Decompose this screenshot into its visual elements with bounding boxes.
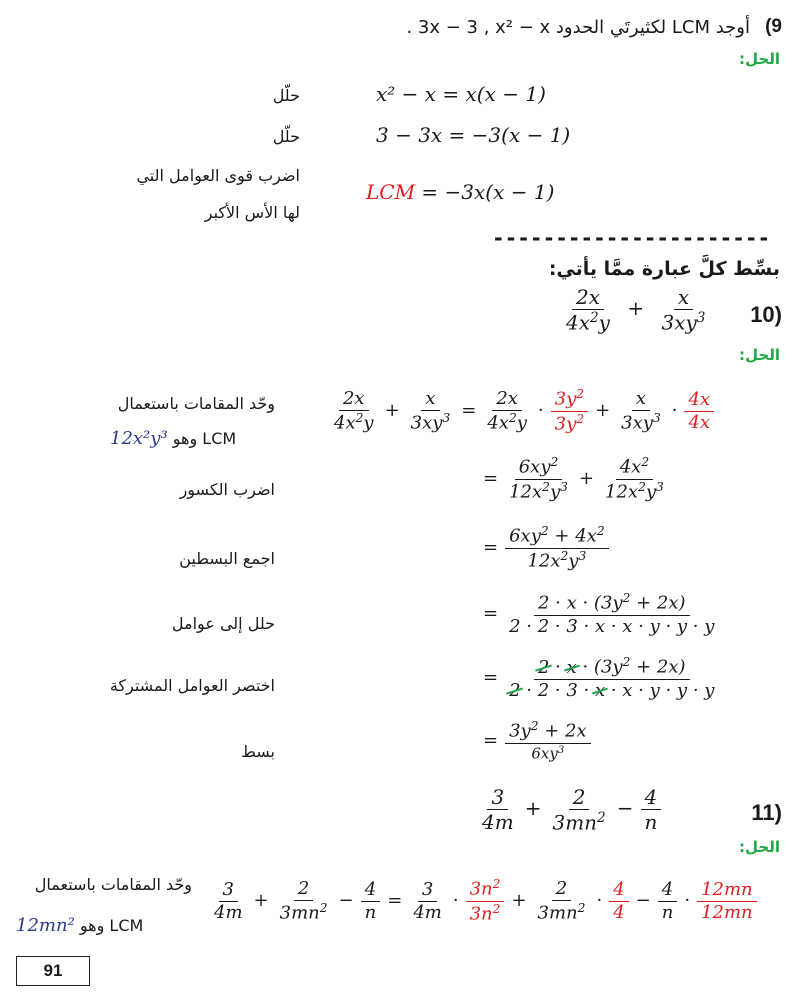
- q11-expression: $\frac{3}{4m}$ + $\frac{2}{3mn^2}$ − $\frac{4}{n}$: [476, 786, 663, 833]
- q11-note-unify-2: [16, 915, 143, 936]
- q10-note-simplify: بسط: [241, 742, 275, 761]
- q9-lcm-label: LCM: [366, 180, 416, 204]
- q9-lcm-value: = −3x(x − 1): [421, 180, 555, 204]
- q10-step5: = $\frac{2 \cdot x \cdot (3y^2 + 2x)}{2 \cdot 2 \cdot 3 \cdot x \cdot x \cdot y \cdot y \cdot y}$: [483, 655, 715, 701]
- q10-step4: = $\frac{2 \cdot x \cdot (3y^2 + 2x)}{2 \cdot 2 \cdot 3 \cdot x \cdot x \cdot y \cdot y \cdot y}$: [483, 591, 715, 637]
- q9-lcm-math: [366, 180, 554, 204]
- q9-number: 9): [765, 16, 782, 37]
- q11-lcm-text: وهو LCM: [79, 916, 144, 935]
- q11-note-unify-1: وحّد المقامات باستعمال: [34, 875, 192, 894]
- page-number: 91: [16, 956, 90, 986]
- q10-step6: = $\frac{3y^2 + 2x}{6xy^3}$: [478, 720, 593, 762]
- q10-step3: = $\frac{6xy^2 + 4x^2}{12x^2y^3}$: [478, 525, 611, 571]
- q10-expression: $\frac{2x}{4x^2y}$ + $\frac{x}{3xy^3}$: [566, 285, 706, 335]
- q11-number: (11: [751, 800, 782, 825]
- q11-lcm-value: 12mn²: [16, 915, 75, 936]
- q9-step2-note: حلّل: [272, 127, 300, 146]
- q10-lcm-value: 12x²y³: [110, 428, 168, 449]
- q10-note-unify-1: وحّد المقامات باستعمال: [117, 394, 275, 413]
- divider: ----------------------: [492, 226, 771, 250]
- q9-text: أوجد LCM لكثيرتَي الحدود 3x − 3 , x² − x .: [406, 17, 750, 38]
- q10-step2: = $\frac{6xy^2}{12x^2y^3}$ + $\frac{4x^2}{12x^2y^3}$: [483, 455, 664, 503]
- q10-lcm-text: وهو LCM: [172, 429, 237, 448]
- q10-note-unify-2: [110, 428, 236, 449]
- q9-step1-note: حلّل: [272, 86, 300, 105]
- q10-note-multiply: اضرب الكسور: [179, 480, 275, 499]
- q11-step1: $\frac{3}{4m}$ + $\frac{2}{3mn^2}$ − $\frac{4}{n}$ = $\frac{3}{4m}$ · $\frac{3n^2}{3n^2}$ + $\frac{2}{3mn^2}$ · $\frac{4}{4}$ − $\frac{4}{n}$ · $\frac{12mn}{12mn}$: [208, 878, 759, 924]
- q10-number: (10: [750, 302, 782, 327]
- q10-step1: $\frac{2x}{4x^2y}$ + $\frac{x}{3xy^3}$ = $\frac{2x}{4x^2y}$ · $\frac{3y^2}{3y^2}$ + $\frac{x}{3xy^3}$ · $\frac{4x}{4x}$: [328, 388, 716, 434]
- q10-note-factor: حلل إلى عوامل: [171, 614, 275, 633]
- q10-note-add: اجمع البسطين: [179, 549, 275, 568]
- q9-step1-math: x² − x = x(x − 1): [376, 82, 546, 106]
- q10-note-cancel: اختصر العوامل المشتركة: [109, 676, 275, 695]
- q9-lcm-note-1: اضرب قوى العوامل التي: [136, 166, 300, 185]
- q9-lcm-note-2: لها الأس الأكبر: [204, 203, 300, 222]
- q9-step2-math: 3 − 3x = −3(x − 1): [376, 123, 571, 147]
- q9-solution-label: الحل:: [739, 50, 780, 68]
- q11-solution-label: الحل:: [739, 838, 780, 856]
- simplify-heading: بسِّط كلَّ عبارة ممَّا يأتي:: [548, 258, 780, 280]
- q10-solution-label: الحل:: [739, 346, 780, 364]
